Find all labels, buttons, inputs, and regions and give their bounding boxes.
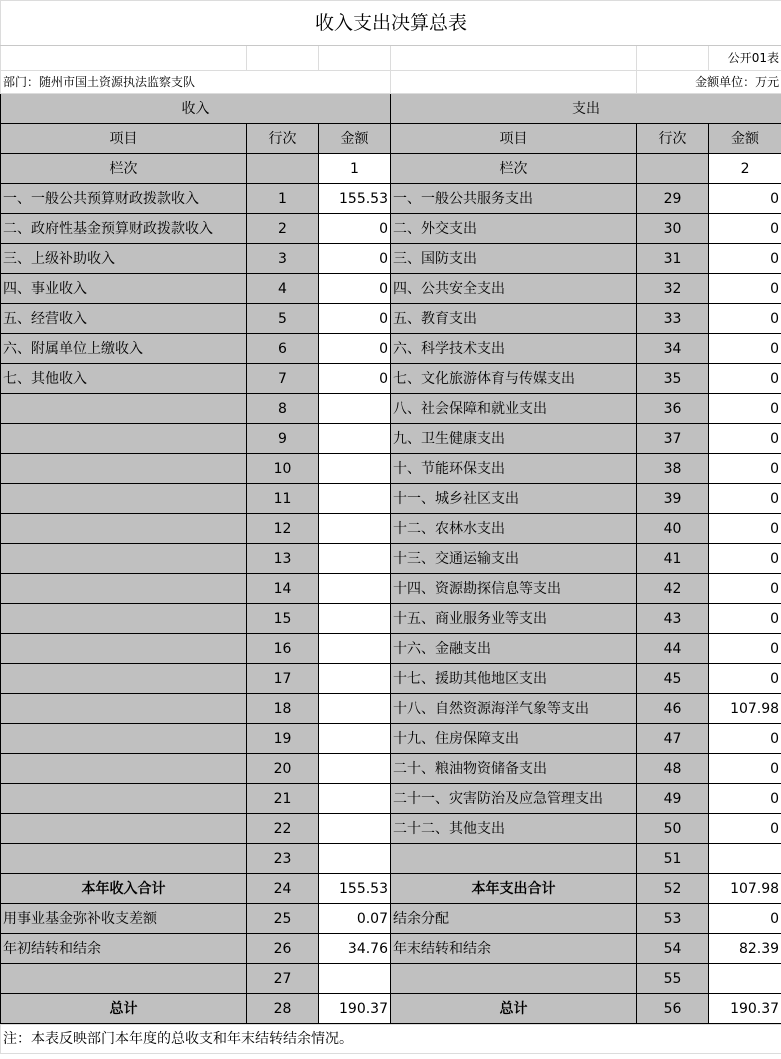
income-line-cell: 27 (247, 964, 319, 994)
expense-line-cell: 47 (637, 724, 709, 754)
table-row (1, 394, 781, 424)
income-line-cell: 12 (247, 514, 319, 544)
expense-amount-cell: 190.37 (709, 994, 781, 1024)
income-line-cell: 19 (247, 724, 319, 754)
table-row (1, 424, 781, 454)
expense-item-cell: 八、社会保障和就业支出 (391, 394, 637, 424)
expense-amount-cell: 0 (709, 454, 781, 484)
expense-amount-cell (709, 844, 781, 874)
expense-item-cell: 十三、交通运输支出 (391, 544, 637, 574)
expense-amount-cell: 0 (709, 334, 781, 364)
expense-line-cell: 56 (637, 994, 709, 1024)
note-table (0, 1024, 781, 1054)
income-amount-cell: 0 (319, 244, 391, 274)
income-item-cell: 年初结转和结余 (1, 934, 247, 964)
expense-amount-cell: 0 (709, 544, 781, 574)
expense-column-number: 2 (709, 154, 781, 184)
expense-amount-cell: 0 (709, 604, 781, 634)
expense-item-cell: 三、国防支出 (391, 244, 637, 274)
table-row (1, 514, 781, 544)
table-row (1, 604, 781, 634)
income-item-cell (1, 694, 247, 724)
income-item-header: 项目 (1, 124, 247, 154)
income-line-cell: 16 (247, 634, 319, 664)
income-amount-cell: 155.53 (319, 874, 391, 904)
income-item-cell (1, 574, 247, 604)
income-column-label: 栏次 (1, 154, 247, 184)
income-line-cell: 6 (247, 334, 319, 364)
table-row (1, 964, 781, 994)
income-item-cell (1, 844, 247, 874)
table-row (1, 484, 781, 514)
expense-line-cell: 39 (637, 484, 709, 514)
expense-amount-cell: 0 (709, 664, 781, 694)
expense-line-cell: 38 (637, 454, 709, 484)
expense-item-cell: 年末结转和结余 (391, 934, 637, 964)
income-item-cell: 五、经营收入 (1, 304, 247, 334)
expense-item-cell: 总计 (391, 994, 637, 1024)
expense-line-cell: 40 (637, 514, 709, 544)
income-line-cell: 11 (247, 484, 319, 514)
income-line-cell: 25 (247, 904, 319, 934)
expense-item-cell: 二十、粮油物资储备支出 (391, 754, 637, 784)
table-row (1, 724, 781, 754)
unit-label: 金额单位：万元 (637, 71, 781, 94)
expense-amount-cell: 0 (709, 784, 781, 814)
income-line-cell: 26 (247, 934, 319, 964)
table-row (1, 934, 781, 964)
income-amount-cell (319, 664, 391, 694)
expense-item-cell: 一、一般公共服务支出 (391, 184, 637, 214)
income-item-cell: 六、附属单位上缴收入 (1, 334, 247, 364)
income-line-cell: 17 (247, 664, 319, 694)
income-amount-cell: 0 (319, 214, 391, 244)
table-row (1, 994, 781, 1024)
table-row (1, 364, 781, 394)
table-row (1, 184, 781, 214)
income-amount-cell (319, 514, 391, 544)
income-item-cell (1, 484, 247, 514)
expense-line-cell: 34 (637, 334, 709, 364)
income-amount-cell (319, 424, 391, 454)
expense-column-label: 栏次 (391, 154, 637, 184)
income-line-cell: 2 (247, 214, 319, 244)
expense-amount-cell: 82.39 (709, 934, 781, 964)
expense-item-cell (391, 844, 637, 874)
expense-amount-cell: 0 (709, 754, 781, 784)
income-line-cell: 10 (247, 454, 319, 484)
expense-amount-cell: 0 (709, 424, 781, 454)
income-line-cell: 28 (247, 994, 319, 1024)
expense-line-header: 行次 (637, 124, 709, 154)
expense-amount-cell: 0 (709, 364, 781, 394)
income-item-cell: 二、政府性基金预算财政拨款收入 (1, 214, 247, 244)
income-line-cell: 23 (247, 844, 319, 874)
expense-line-cell: 46 (637, 694, 709, 724)
income-amount-cell (319, 634, 391, 664)
expense-item-cell: 本年支出合计 (391, 874, 637, 904)
expense-item-cell: 六、科学技术支出 (391, 334, 637, 364)
expense-line-cell: 49 (637, 784, 709, 814)
income-amount-cell: 0 (319, 334, 391, 364)
income-amount-cell: 0 (319, 274, 391, 304)
expense-item-cell: 十七、援助其他地区支出 (391, 664, 637, 694)
income-amount-cell (319, 964, 391, 994)
form-code: 公开01表 (709, 46, 781, 71)
income-amount-cell (319, 814, 391, 844)
expense-line-cell: 30 (637, 214, 709, 244)
expense-item-cell: 结余分配 (391, 904, 637, 934)
income-line-cell: 24 (247, 874, 319, 904)
expense-item-cell: 十四、资源勘探信息等支出 (391, 574, 637, 604)
income-item-cell (1, 814, 247, 844)
income-item-cell (1, 754, 247, 784)
income-amount-cell (319, 544, 391, 574)
income-amount-cell (319, 394, 391, 424)
income-amount-cell (319, 844, 391, 874)
income-line-cell: 8 (247, 394, 319, 424)
expense-line-cell: 50 (637, 814, 709, 844)
expense-amount-cell: 0 (709, 484, 781, 514)
income-item-cell: 用事业基金弥补收支差额 (1, 904, 247, 934)
income-line-cell: 18 (247, 694, 319, 724)
table-row (1, 244, 781, 274)
expense-line-cell: 52 (637, 874, 709, 904)
income-line-cell: 1 (247, 184, 319, 214)
income-line-cell: 14 (247, 574, 319, 604)
expense-item-cell: 十二、农林水支出 (391, 514, 637, 544)
expense-amount-cell: 107.98 (709, 874, 781, 904)
table-row (1, 844, 781, 874)
footnote: 注：本表反映部门本年度的总收支和年末结转结余情况。 (1, 1025, 781, 1054)
table-row (1, 634, 781, 664)
expense-amount-cell: 0 (709, 394, 781, 424)
income-line-cell: 9 (247, 424, 319, 454)
expense-line-cell: 41 (637, 544, 709, 574)
income-item-cell (1, 394, 247, 424)
table-row (1, 874, 781, 904)
expense-line-cell: 53 (637, 904, 709, 934)
expense-line-cell: 43 (637, 604, 709, 634)
expense-item-cell: 十五、商业服务业等支出 (391, 604, 637, 634)
expense-item-cell: 十一、城乡社区支出 (391, 484, 637, 514)
expense-item-cell: 二、外交支出 (391, 214, 637, 244)
table-row (1, 784, 781, 814)
table-row (1, 214, 781, 244)
income-line-cell: 7 (247, 364, 319, 394)
income-line-header: 行次 (247, 124, 319, 154)
expense-amount-cell: 0 (709, 574, 781, 604)
income-line-cell: 3 (247, 244, 319, 274)
expense-line-cell: 33 (637, 304, 709, 334)
table-row (1, 304, 781, 334)
income-item-cell (1, 544, 247, 574)
expense-line-cell: 51 (637, 844, 709, 874)
income-amount-cell: 34.76 (319, 934, 391, 964)
income-amount-cell: 0 (319, 304, 391, 334)
table-row (1, 574, 781, 604)
income-amount-header: 金额 (319, 124, 391, 154)
income-line-cell: 15 (247, 604, 319, 634)
expense-amount-cell: 0 (709, 244, 781, 274)
income-item-cell (1, 964, 247, 994)
income-item-cell: 本年收入合计 (1, 874, 247, 904)
income-item-cell: 七、其他收入 (1, 364, 247, 394)
income-item-cell (1, 454, 247, 484)
table-row (1, 334, 781, 364)
income-amount-cell (319, 694, 391, 724)
expense-line-cell: 45 (637, 664, 709, 694)
expense-item-cell: 二十二、其他支出 (391, 814, 637, 844)
expense-amount-cell: 0 (709, 214, 781, 244)
expense-line-cell: 35 (637, 364, 709, 394)
department-label: 部门：随州市国土资源执法监察支队 (1, 71, 391, 94)
income-line-cell: 5 (247, 304, 319, 334)
table-row (1, 904, 781, 934)
expense-amount-cell: 0 (709, 514, 781, 544)
income-amount-cell (319, 784, 391, 814)
income-amount-cell (319, 484, 391, 514)
income-item-cell (1, 724, 247, 754)
expense-amount-cell: 0 (709, 274, 781, 304)
income-amount-cell: 0 (319, 364, 391, 394)
table-row (1, 664, 781, 694)
expense-item-cell (391, 964, 637, 994)
income-item-cell: 总计 (1, 994, 247, 1024)
expense-line-cell: 54 (637, 934, 709, 964)
income-item-cell: 一、一般公共预算财政拨款收入 (1, 184, 247, 214)
expense-amount-cell: 0 (709, 814, 781, 844)
expense-item-cell: 九、卫生健康支出 (391, 424, 637, 454)
income-line-cell: 21 (247, 784, 319, 814)
expense-item-cell: 十六、金融支出 (391, 634, 637, 664)
table-row (1, 754, 781, 784)
expense-line-cell: 42 (637, 574, 709, 604)
income-amount-cell: 190.37 (319, 994, 391, 1024)
expense-item-header: 项目 (391, 124, 637, 154)
table-row (1, 454, 781, 484)
expense-line-cell: 32 (637, 274, 709, 304)
income-line-cell: 4 (247, 274, 319, 304)
expense-amount-header: 金额 (709, 124, 781, 154)
expense-item-cell: 十八、自然资源海洋气象等支出 (391, 694, 637, 724)
expense-amount-cell: 0 (709, 304, 781, 334)
income-item-cell (1, 514, 247, 544)
income-amount-cell: 0.07 (319, 904, 391, 934)
expense-item-cell: 十九、住房保障支出 (391, 724, 637, 754)
expense-item-cell: 七、文化旅游体育与传媒支出 (391, 364, 637, 394)
table-row (1, 814, 781, 844)
expense-line-cell: 36 (637, 394, 709, 424)
table-row (1, 694, 781, 724)
expense-line-cell: 55 (637, 964, 709, 994)
income-amount-cell (319, 574, 391, 604)
expense-item-cell: 十、节能环保支出 (391, 454, 637, 484)
expense-item-cell: 二十一、灾害防治及应急管理支出 (391, 784, 637, 814)
table-row (1, 544, 781, 574)
income-item-cell (1, 634, 247, 664)
expense-amount-cell: 0 (709, 634, 781, 664)
income-line-cell: 20 (247, 754, 319, 784)
expense-amount-cell: 0 (709, 184, 781, 214)
income-line-cell: 13 (247, 544, 319, 574)
expense-item-cell: 五、教育支出 (391, 304, 637, 334)
income-amount-cell: 155.53 (319, 184, 391, 214)
expense-line-cell: 44 (637, 634, 709, 664)
income-item-cell (1, 604, 247, 634)
expense-amount-cell: 0 (709, 724, 781, 754)
income-amount-cell (319, 724, 391, 754)
expense-section-header: 支出 (391, 94, 781, 124)
expense-line-cell: 37 (637, 424, 709, 454)
expense-line-cell: 29 (637, 184, 709, 214)
income-item-cell (1, 664, 247, 694)
expense-amount-cell: 0 (709, 904, 781, 934)
income-item-cell (1, 424, 247, 454)
expense-item-cell: 四、公共安全支出 (391, 274, 637, 304)
income-item-cell: 三、上级补助收入 (1, 244, 247, 274)
expense-line-cell: 48 (637, 754, 709, 784)
expense-line-cell: 31 (637, 244, 709, 274)
expense-amount-cell: 107.98 (709, 694, 781, 724)
income-section-header: 收入 (1, 94, 391, 124)
income-amount-cell (319, 754, 391, 784)
table-row (1, 274, 781, 304)
page-title: 收入支出决算总表 (1, 1, 781, 46)
income-item-cell (1, 784, 247, 814)
income-item-cell: 四、事业收入 (1, 274, 247, 304)
income-line-cell: 22 (247, 814, 319, 844)
expense-amount-cell (709, 964, 781, 994)
income-amount-cell (319, 604, 391, 634)
income-amount-cell (319, 454, 391, 484)
income-column-number: 1 (319, 154, 391, 184)
